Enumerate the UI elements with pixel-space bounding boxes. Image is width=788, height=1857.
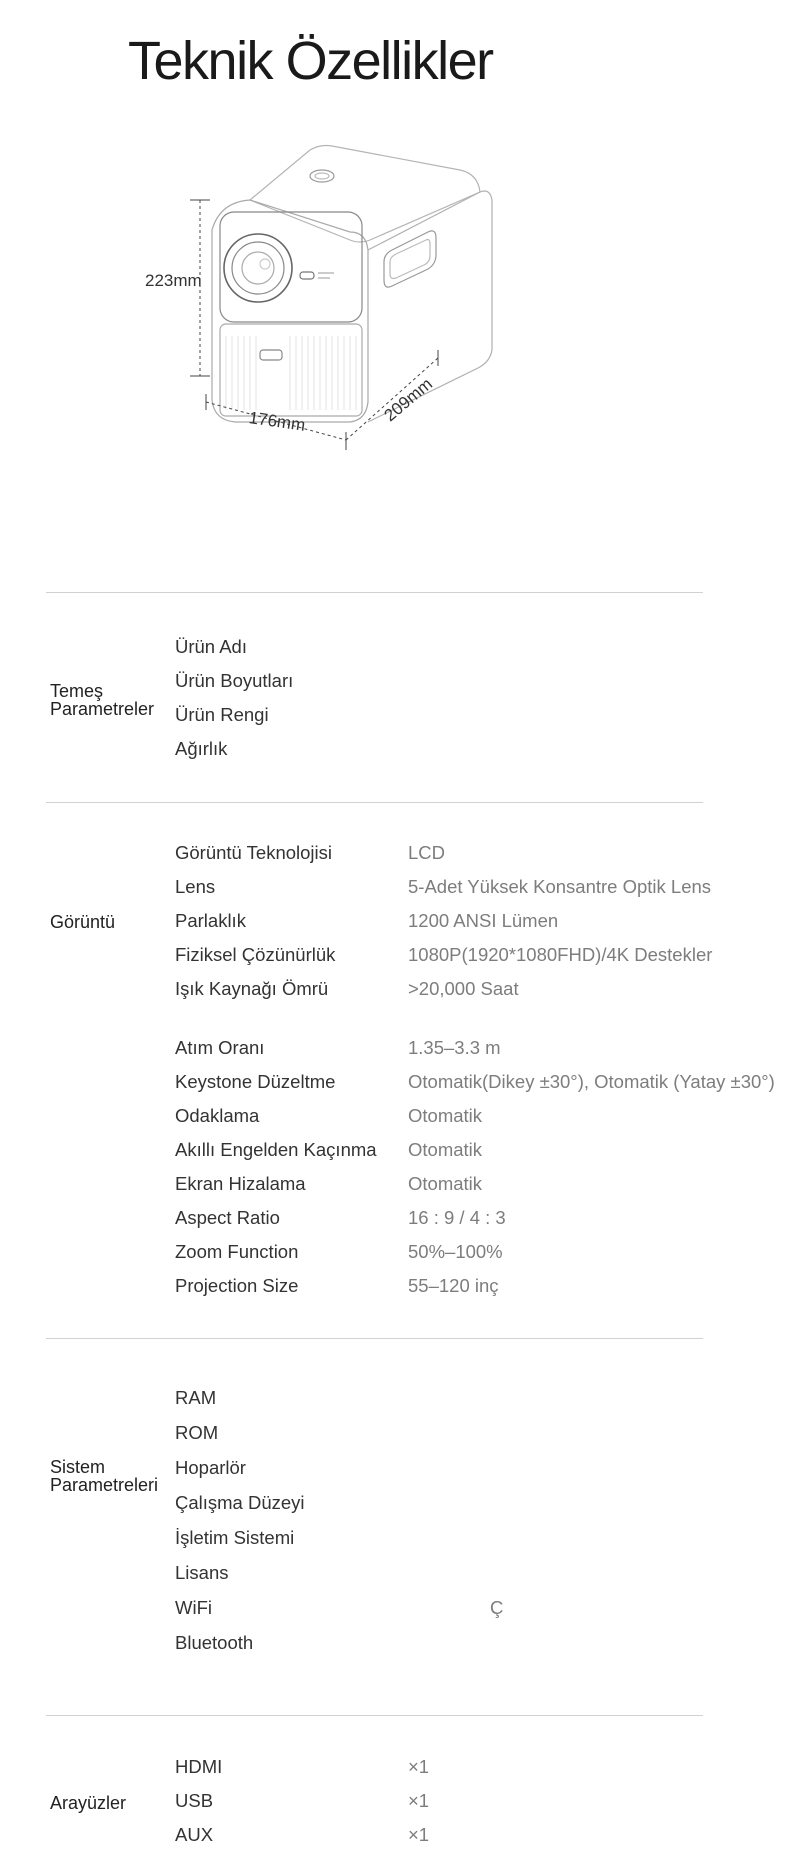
spec-value: 1200 ANSI Lümen bbox=[408, 910, 559, 931]
spec-label: Akıllı Engelden Kaçınma bbox=[175, 1139, 377, 1160]
section-divider bbox=[46, 1338, 703, 1339]
spec-label: Aspect Ratio bbox=[175, 1207, 280, 1228]
spec-label: WiFi bbox=[175, 1597, 212, 1618]
spec-label: Ürün Boyutları bbox=[175, 670, 294, 691]
spec-label: Görüntü Teknolojisi bbox=[175, 842, 332, 863]
spec-value: Otomatik bbox=[408, 1105, 483, 1126]
spec-label: RAM bbox=[175, 1387, 217, 1408]
section-divider bbox=[46, 1715, 703, 1716]
spec-label: AUX bbox=[175, 1824, 214, 1845]
spec-value: 5-Adet Yüksek Konsantre Optik Lens bbox=[408, 876, 712, 897]
spec-value: 1.35–3.3 m bbox=[408, 1037, 501, 1058]
spec-value: ×1 bbox=[408, 1790, 430, 1811]
section-category: Arayüzler bbox=[50, 1793, 127, 1813]
spec-label: İşletim Sistemi bbox=[175, 1527, 295, 1548]
spec-label: Bluetooth bbox=[175, 1632, 254, 1653]
spec-value: LCD bbox=[408, 842, 446, 863]
section-category: Görüntü bbox=[50, 912, 116, 932]
spec-value: 55–120 inç bbox=[408, 1275, 499, 1296]
spec-label: ROM bbox=[175, 1422, 219, 1443]
spec-value: 1080P(1920*1080FHD)/4K Destekler bbox=[408, 944, 713, 965]
spec-value: ×1 bbox=[408, 1824, 430, 1845]
spec-value: ×1 bbox=[408, 1756, 430, 1777]
spec-value: Otomatik bbox=[408, 1139, 483, 1160]
spec-value: 16 : 9 / 4 : 3 bbox=[408, 1207, 506, 1228]
spec-label: Fiziksel Çözünürlük bbox=[175, 944, 336, 965]
width-dimension: 176mm bbox=[247, 408, 307, 435]
depth-dimension: 209mm bbox=[380, 374, 437, 426]
spec-label: Zoom Function bbox=[175, 1241, 299, 1262]
spec-value: 50%–100% bbox=[408, 1241, 503, 1262]
spec-label: Lisans bbox=[175, 1562, 229, 1583]
spec-value: >20,000 Saat bbox=[408, 978, 519, 999]
section-category: Sistem Parametreleri bbox=[50, 1457, 159, 1495]
page-title: Teknik Özellikler bbox=[128, 31, 493, 91]
spec-label: Ürün Rengi bbox=[175, 704, 269, 725]
spec-label: Ekran Hizalama bbox=[175, 1173, 306, 1194]
spec-label: USB bbox=[175, 1790, 214, 1811]
spec-label: Hoparlör bbox=[175, 1457, 246, 1478]
spec-label: Çalışma Düzeyi bbox=[175, 1492, 305, 1513]
spec-label: Atım Oranı bbox=[175, 1037, 265, 1058]
height-dimension: 223mm bbox=[145, 271, 202, 290]
spec-label: Projection Size bbox=[175, 1275, 299, 1296]
section-category: Temeş Parametreler bbox=[50, 681, 155, 719]
spec-label: Işık Kaynağı Ömrü bbox=[175, 978, 329, 999]
spec-label: Lens bbox=[175, 876, 216, 897]
spec-value: Otomatik bbox=[408, 1173, 483, 1194]
spec-label: Odaklama bbox=[175, 1105, 260, 1126]
spec-value: Otomatik(Dikey ±30°), Otomatik (Yatay ±30°) bbox=[408, 1071, 775, 1092]
spec-label: Keystone Düzeltme bbox=[175, 1071, 336, 1092]
spec-label: Ağırlık bbox=[175, 738, 228, 759]
spec-label: HDMI bbox=[175, 1756, 223, 1777]
section-divider bbox=[46, 802, 703, 803]
spec-label: Ürün Adı bbox=[175, 636, 247, 657]
spec-label: Parlaklık bbox=[175, 910, 246, 931]
projector-dimension-drawing bbox=[145, 140, 600, 560]
spec-value: Ç bbox=[490, 1597, 504, 1618]
section-divider bbox=[46, 592, 703, 593]
